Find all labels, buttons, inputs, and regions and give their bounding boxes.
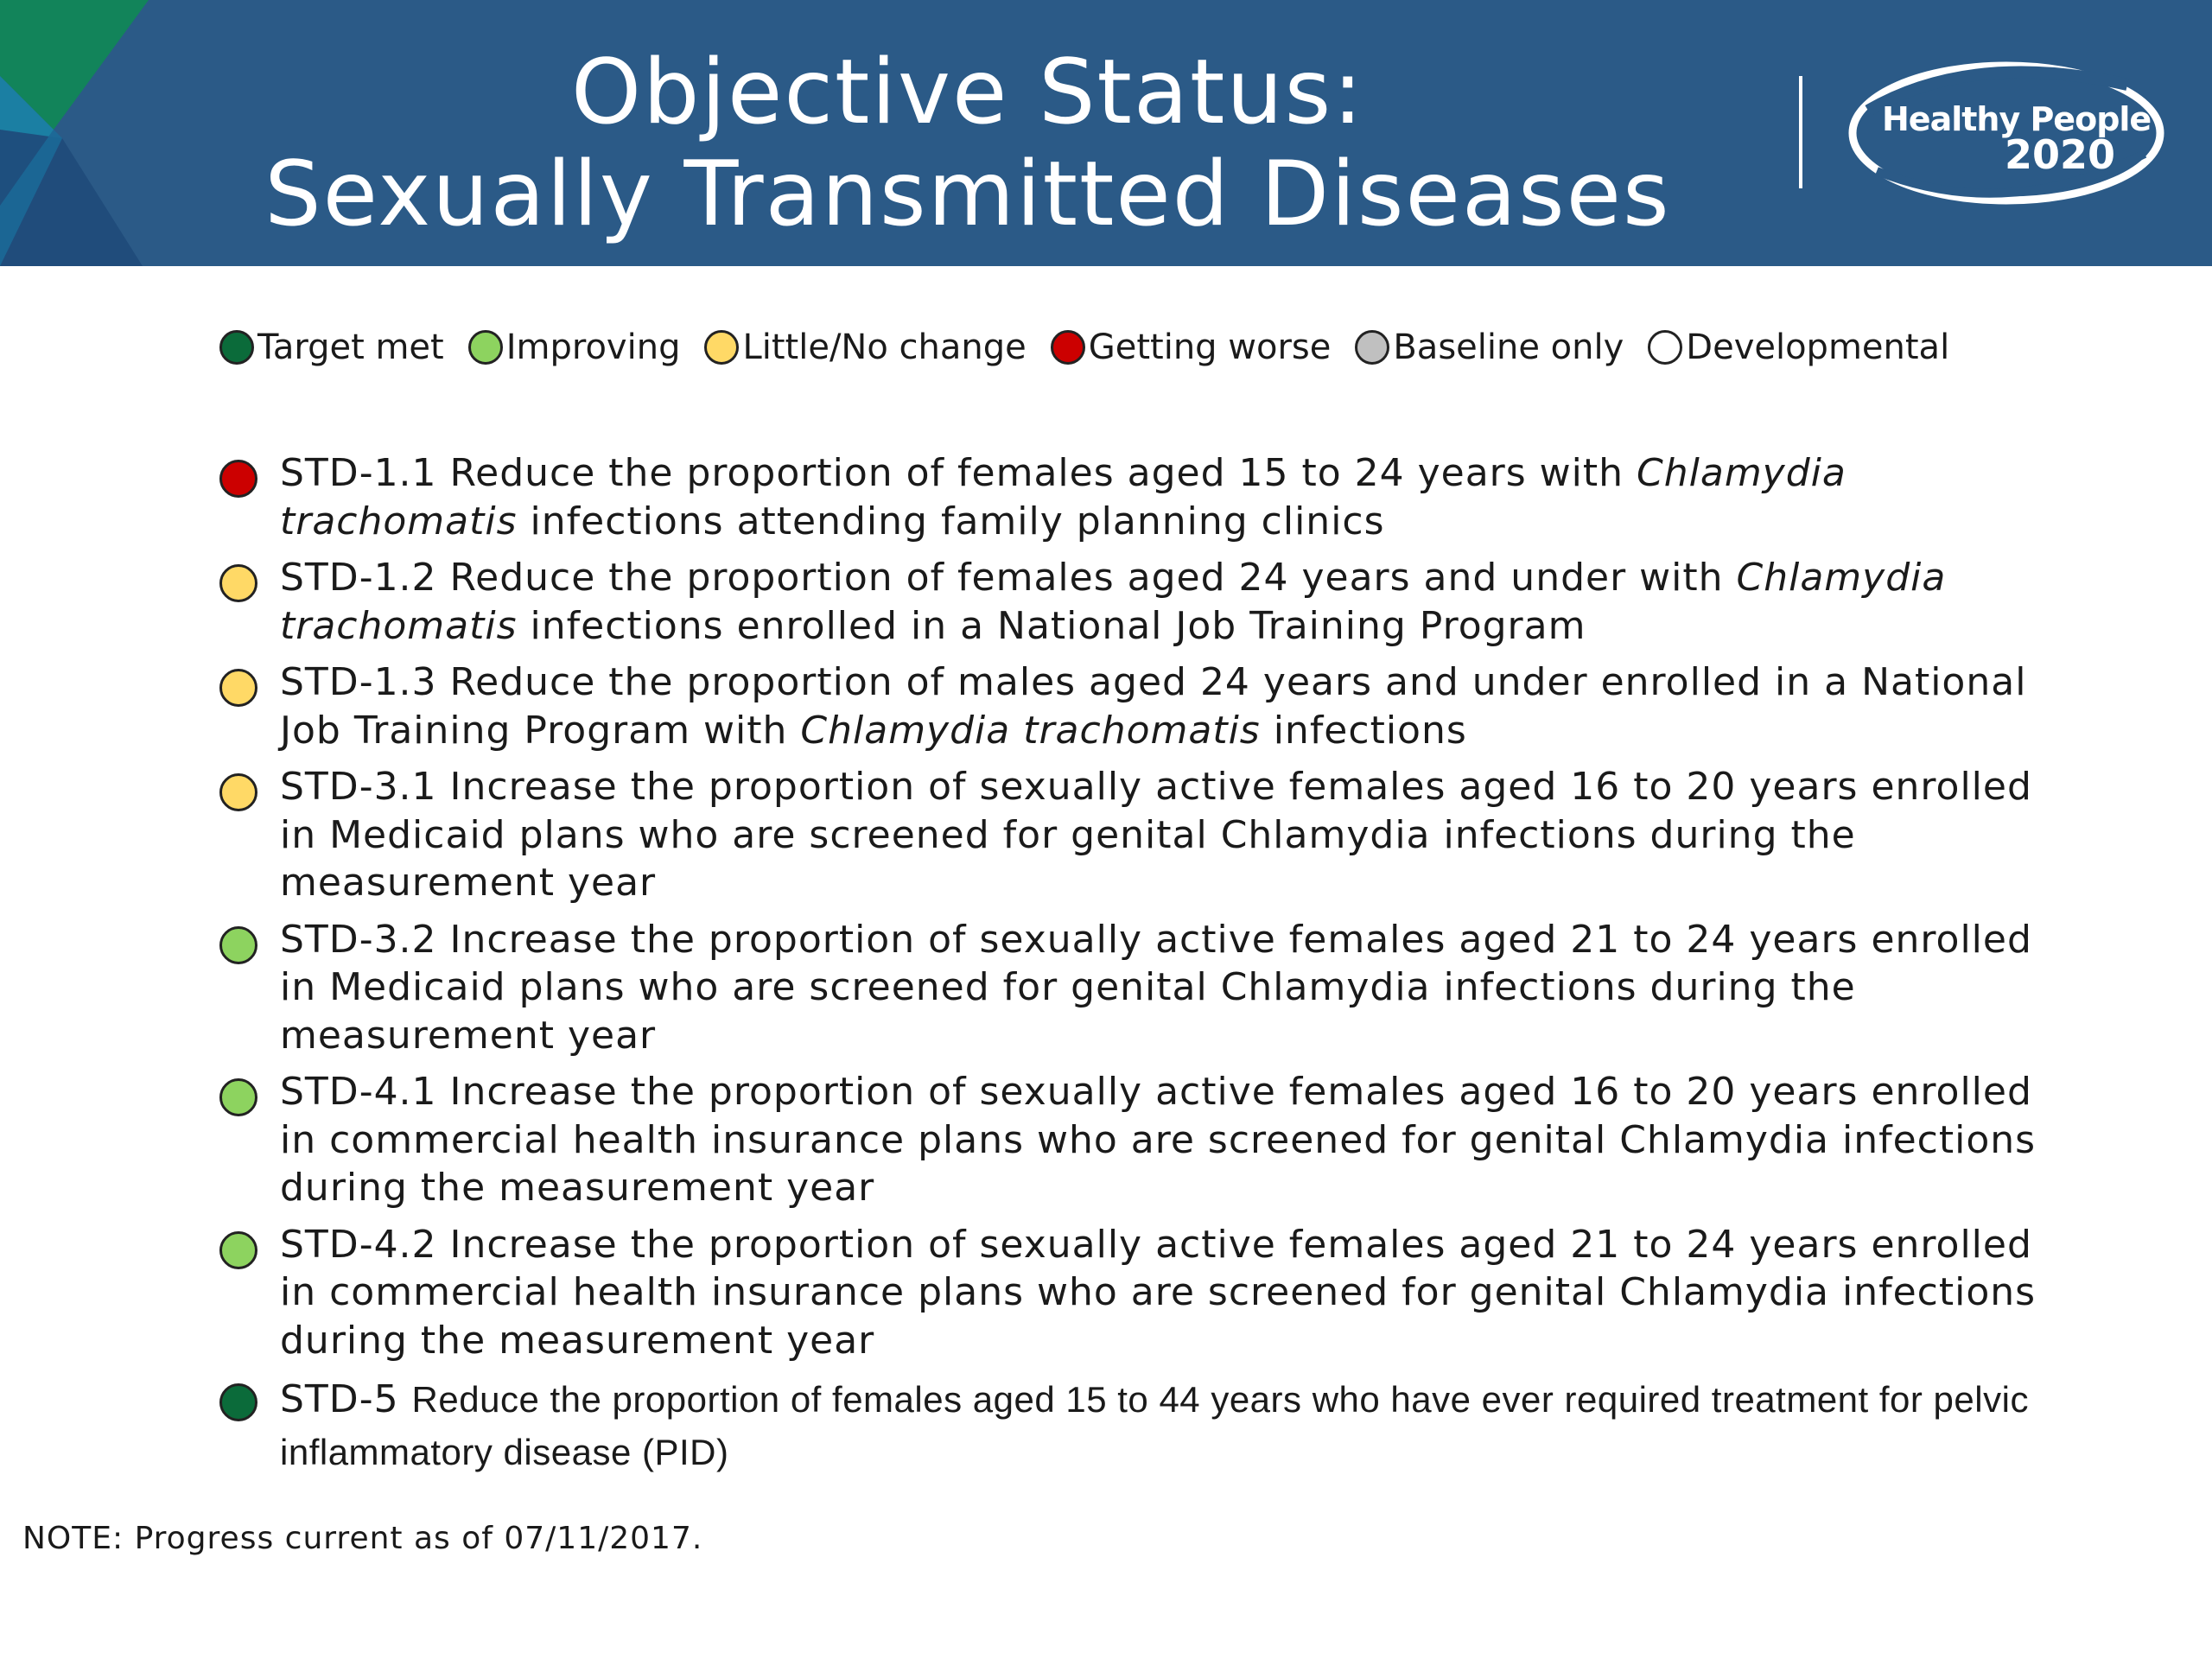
status-legend xyxy=(219,323,1974,372)
status-dot-icon xyxy=(704,330,739,365)
header-divider xyxy=(1799,76,1802,188)
status-dot-icon xyxy=(468,330,503,365)
legend-item xyxy=(704,327,1026,367)
slide-header xyxy=(0,0,2212,266)
status-dot-icon xyxy=(1648,330,1682,365)
objective-text xyxy=(280,763,2077,907)
objective-item xyxy=(219,554,2077,650)
species-name: Chlamydia trachomatis xyxy=(280,556,1947,648)
objective-text-segment: STD-4.1 Increase the proportion of sexually active females aged 16 to 20 years enrolled in commercial health insurance plans who are screened for genital Chlamydia infections during the measurement year xyxy=(280,1070,2037,1210)
progress-note: NOTE: Progress current as of 07/11/2017. xyxy=(22,1521,703,1556)
objective-text-segment: Reduce the proportion of females aged 15 to 44 years who have ever required treatment for pelvic inflammatory disease (PID) xyxy=(280,1379,2029,1472)
objective-item xyxy=(219,1373,2077,1478)
title-line-1: Objective Status: xyxy=(570,41,1365,144)
legend-label: Little/No change xyxy=(742,327,1027,367)
objective-text xyxy=(280,1068,2077,1212)
legend-label: Target met xyxy=(257,327,444,367)
status-dot-icon xyxy=(219,1231,257,1269)
objective-text-segment: infections enrolled in a National Job Training Program xyxy=(517,603,1586,648)
logo-text: Healthy People xyxy=(1882,100,2152,138)
legend-label: Baseline only xyxy=(1393,327,1624,367)
objective-item xyxy=(219,658,2077,754)
objective-item xyxy=(219,763,2077,907)
title-line-2: Sexually Transmitted Diseases xyxy=(264,143,1671,246)
objective-text xyxy=(280,1221,2077,1365)
status-dot-icon xyxy=(219,1078,257,1116)
status-dot-icon xyxy=(219,1383,257,1421)
objective-text xyxy=(280,449,2077,545)
header-decoration xyxy=(0,0,173,266)
status-dot-icon xyxy=(1355,330,1389,365)
status-dot-icon xyxy=(219,330,254,365)
status-dot-icon xyxy=(1051,330,1085,365)
objective-text-segment: infections xyxy=(1260,708,1467,753)
objective-text-segment: STD-1.1 Reduce the proportion of females aged 15 to 24 years with xyxy=(280,451,1637,495)
status-dot-icon xyxy=(219,669,257,707)
objective-text-segment: infections attending family planning clinics xyxy=(517,499,1385,543)
objective-text-segment: STD-1.3 Reduce the proportion of males aged 24 years and under enrolled in a National Job Training Program with xyxy=(280,660,2027,753)
status-dot-icon xyxy=(219,460,257,498)
objective-item xyxy=(219,449,2077,545)
legend-item xyxy=(1355,327,1624,367)
objectives-list xyxy=(219,449,2077,1487)
objective-text-segment: STD-5 xyxy=(280,1377,412,1421)
objective-item xyxy=(219,916,2077,1060)
objective-text-segment: STD-3.2 Increase the proportion of sexually active females aged 21 to 24 years enrolled in Medicaid plans who are screened for genital Chlamydia infections during the measurement year xyxy=(280,917,2032,1058)
legend-item xyxy=(468,327,681,367)
slide-title xyxy=(259,41,1676,245)
objective-item xyxy=(219,1221,2077,1365)
objective-text xyxy=(280,554,2077,650)
legend-label: Getting worse xyxy=(1088,327,1332,367)
objective-text xyxy=(280,658,2077,754)
legend-item xyxy=(1648,327,1949,367)
healthy-people-logo xyxy=(1842,50,2171,214)
legend-item xyxy=(1051,327,1332,367)
legend-label: Developmental xyxy=(1686,327,1950,367)
status-dot-icon xyxy=(219,773,257,811)
objective-text-segment: STD-4.2 Increase the proportion of sexually active females aged 21 to 24 years enrolled in commercial health insurance plans who are screened for genital Chlamydia infections during the measurement year xyxy=(280,1222,2037,1363)
objective-text-segment: STD-3.1 Increase the proportion of sexually active females aged 16 to 20 years enrolled in Medicaid plans who are screened for genital Chlamydia infections during the measurement year xyxy=(280,765,2032,905)
legend-item xyxy=(219,327,444,367)
species-name: Chlamydia trachomatis xyxy=(800,708,1261,753)
objective-text-segment: STD-1.2 Reduce the proportion of females aged 24 years and under with xyxy=(280,556,1737,600)
logo-year: 2020 xyxy=(2005,131,2116,178)
objective-text xyxy=(280,916,2077,1060)
objective-text xyxy=(280,1373,2077,1478)
legend-label: Improving xyxy=(505,327,681,367)
status-dot-icon xyxy=(219,564,257,602)
species-name: Chlamydia trachomatis xyxy=(280,451,1847,543)
status-dot-icon xyxy=(219,926,257,964)
objective-item xyxy=(219,1068,2077,1212)
